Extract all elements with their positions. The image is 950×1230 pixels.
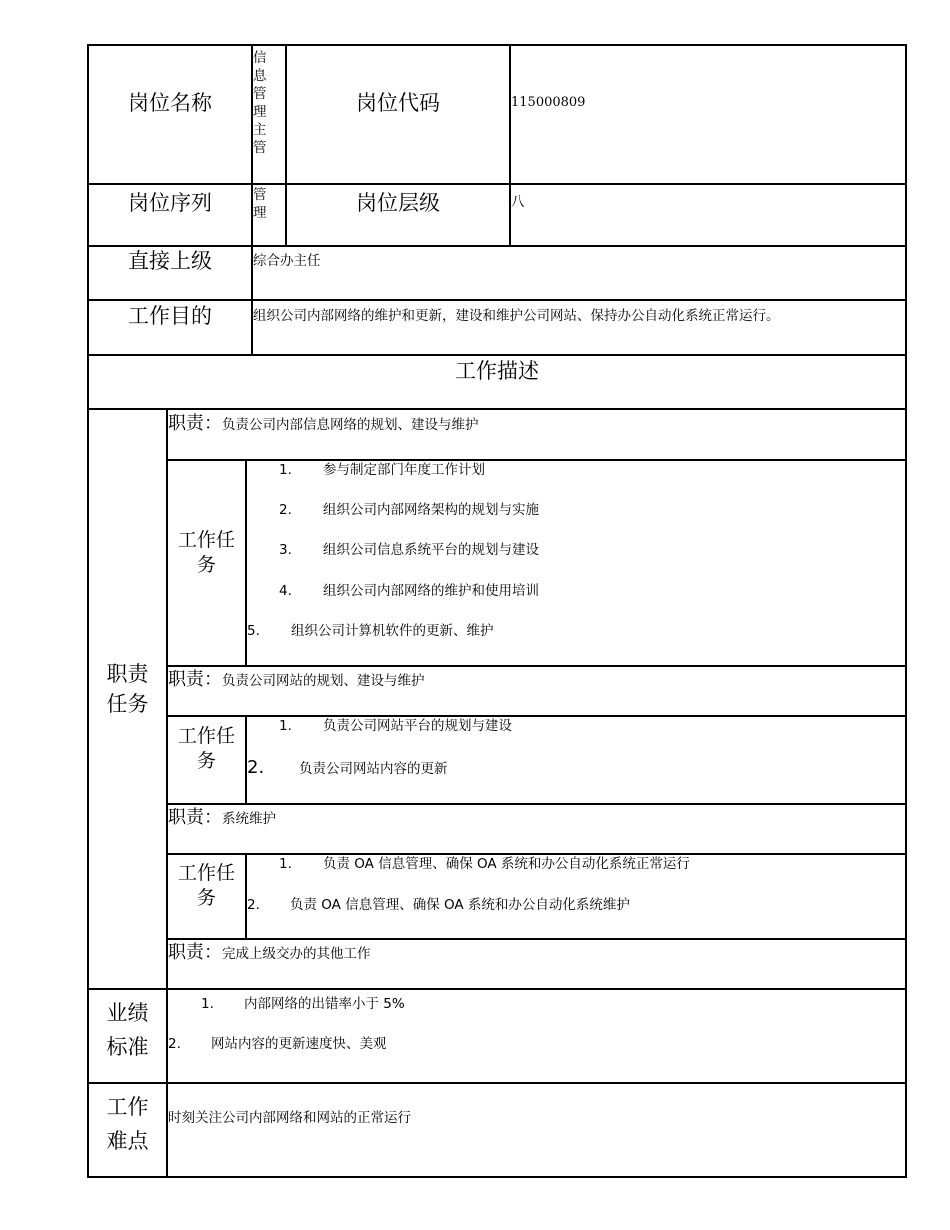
duty-row	[168, 415, 479, 433]
duty-row	[168, 671, 425, 689]
rule	[87, 183, 907, 185]
rule	[166, 665, 907, 667]
task-number: 1.	[279, 462, 292, 478]
task-number: 1.	[279, 856, 292, 872]
rule	[87, 299, 907, 301]
position-name-value: 信息管理主管	[253, 50, 267, 156]
rule	[166, 938, 907, 940]
duty-title: 完成上级交办的其他工作	[222, 946, 371, 962]
task-number: 2.	[279, 502, 292, 518]
task-text: 组织公司计算机软件的更新、维护	[291, 623, 494, 639]
duties-label	[89, 659, 166, 719]
rule	[166, 715, 907, 717]
rule	[166, 459, 907, 461]
task-text: 组织公司内部网络的维护和使用培训	[323, 583, 539, 599]
duties-label-line1: 职责	[106, 662, 149, 686]
performance-label: 业绩 标准	[106, 1001, 149, 1059]
duty-prefix: 职责：	[168, 413, 222, 434]
task-text: 负责公司网站平台的规划与建设	[323, 718, 512, 734]
position-name-label: 岗位名称	[128, 91, 212, 115]
duty-prefix: 职责：	[168, 942, 222, 963]
rule	[87, 988, 907, 990]
rule	[87, 1082, 907, 1084]
performance-number: 1.	[201, 996, 214, 1012]
rule	[87, 354, 907, 356]
rule-bottom	[87, 1176, 907, 1178]
rule	[166, 408, 168, 1178]
duties-label-line2: 任务	[106, 692, 149, 716]
rule	[166, 853, 907, 855]
task-label: 工作任 务	[177, 862, 235, 909]
rule	[285, 44, 287, 247]
duty-row	[168, 809, 276, 827]
task-number: 3.	[279, 542, 292, 558]
duty-title: 系统维护	[222, 811, 276, 827]
task-number: 2.	[247, 897, 260, 913]
purpose-label: 工作目的	[128, 304, 212, 328]
duty-title: 负责公司内部信息网络的规划、建设与维护	[222, 417, 479, 433]
task-text: 参与制定部门年度工作计划	[323, 462, 485, 478]
task-label: 工作任 务	[177, 725, 235, 772]
task-text: 负责 OA 信息管理、确保 OA 系统和办公自动化系统维护	[290, 897, 630, 913]
position-code-value: 115000809	[511, 95, 586, 110]
task-text: 负责公司网站内容的更新	[299, 761, 448, 777]
purpose-value: 组织公司内部网络的维护和更新，建设和维护公司网站、保持办公自动化系统正常运行。	[253, 308, 780, 324]
sequence-label: 岗位序列	[128, 191, 212, 215]
rule-right	[905, 44, 907, 1178]
duty-prefix: 职责：	[168, 669, 222, 690]
rule	[87, 408, 907, 410]
task-number: 1.	[279, 718, 292, 734]
task-text: 组织公司内部网络架构的规划与实施	[323, 502, 539, 518]
performance-text: 网站内容的更新速度快、美观	[211, 1036, 387, 1052]
level-value: 八	[511, 194, 525, 210]
duty-title: 负责公司网站的规划、建设与维护	[222, 673, 425, 689]
rule	[509, 44, 511, 247]
difficulty-label: 工作 难点	[106, 1095, 149, 1153]
supervisor-label: 直接上级	[128, 249, 212, 273]
difficulty-text: 时刻关注公司内部网络和网站的正常运行	[168, 1110, 411, 1126]
rule	[166, 803, 907, 805]
task-number: 4.	[279, 583, 292, 599]
level-label: 岗位层级	[356, 191, 440, 215]
task-text: 组织公司信息系统平台的规划与建设	[323, 542, 539, 558]
duty-row	[168, 944, 371, 962]
description-title: 工作描述	[455, 359, 539, 383]
duty-prefix: 职责：	[168, 807, 222, 828]
task-number: 5.	[247, 623, 260, 639]
task-label: 工作任 务	[177, 529, 235, 576]
sequence-value: 管理	[253, 187, 267, 221]
performance-text: 内部网络的出错率小于 5%	[244, 996, 405, 1012]
rule-top	[87, 44, 907, 46]
task-text: 负责 OA 信息管理、确保 OA 系统和办公自动化系统正常运行	[323, 856, 690, 872]
performance-number: 2.	[168, 1036, 181, 1052]
position-code-label: 岗位代码	[356, 91, 440, 115]
rule	[87, 245, 907, 247]
task-number: 2.	[247, 757, 265, 778]
supervisor-value: 综合办主任	[253, 253, 321, 269]
